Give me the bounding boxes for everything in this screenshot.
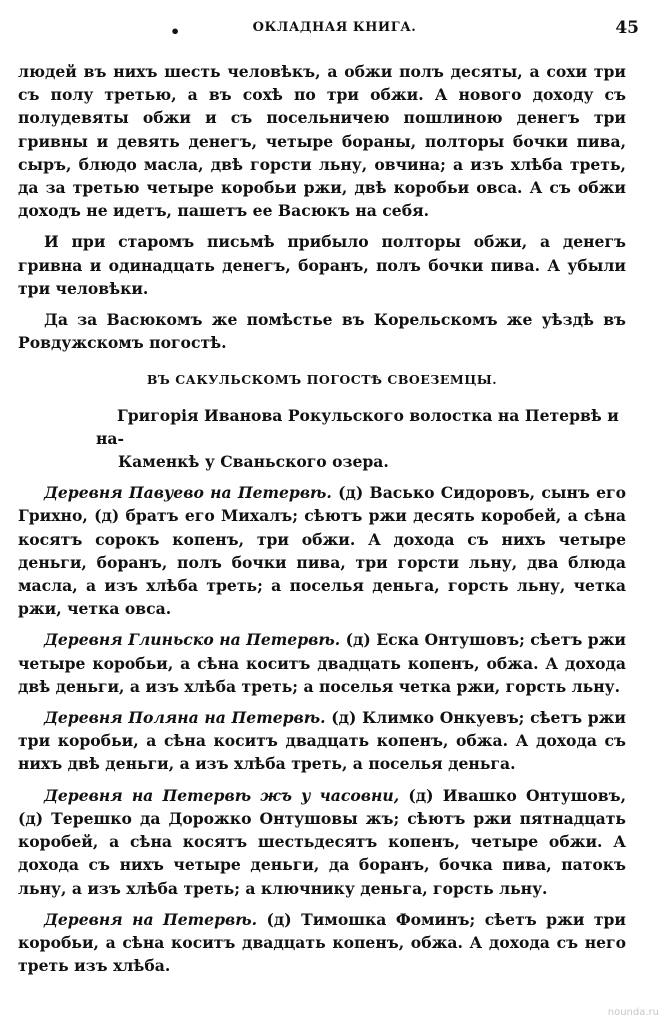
watermark: nounda.ru [607,1007,659,1018]
entry-4-lead: Деревня на Петервѣ жъ у часовни, [44,785,400,805]
entry-2-text: (д) Еска Онтушовъ; сѣетъ ржи четыре коробьи, а сѣна коситъ двадцать копенъ, обжа. А дохода двѣ деньги, а изъ хлѣба треть; а поселья четка ржи, горсть льну. [18,630,627,696]
paragraph-2: И при старомъ письмѣ прибыло полторы обжи, а денегъ гривна и одинадцать денегъ, боранъ, полъ бочки пива. А убыли три человѣки. [18,232,626,298]
entry-3-text: (д) Климко Онкуевъ; сѣетъ ржи три коробьи, а сѣна коситъ двадцать копенъ, обжа. А дохода съ нихъ двѣ деньги, а изъ хлѣба треть, а поселья деньга. [18,708,626,774]
entry-3 [18,706,626,776]
entry-1-text: (д) Васько Сидоровъ, сынъ его Грихно, (д) братъ его Михалъ; сѣютъ ржи десять коробей, а сѣна косятъ сорокъ копенъ, три обжи. А дохода съ нихъ четыре деньги, боранъ, полъ бочки пива, три горсти льну, два блюда масла, а изъ хлѣба треть; а поселья деньга, горсть льну, четка ржи, четка овса. [18,483,626,619]
entry-2 [18,628,626,698]
paragraph-3: Да за Васюкомъ же помѣстье въ Корельскомъ же уѣздѣ въ Ровдужскомъ погостѣ. [18,310,626,353]
header-mark: • [170,22,181,41]
entry-2-lead: Деревня Глиньско на Петервѣ. [44,630,341,650]
entry-1-lead: Деревня Павуево на Петервѣ. [44,483,332,503]
entry-5-text: (д) Тимошка Фоминъ; сѣетъ ржи три коробьи, а сѣна коситъ двадцать копенъ, обжа. А дохода съ него треть изъ хлѣба. [18,909,626,976]
running-header [18,20,651,44]
entry-1 [18,481,626,620]
entry-5 [18,908,626,978]
paragraph-1: людей въ нихъ шесть человѣкъ, а обжи полъ десяты, а сохи три съ полу третью, а въ сохѣ по три обжи. А нового доходу съ полудевяты обжи и съ посельничею пошлиною денегъ три гривны и девять денегъ, четыре бораны, полторы бочки пива, сыръ, блюдо масла, двѣ горсти льну, овчина; а изъ хлѣба треть, да за третью четыре коробьи ржи, двѣ коробьи овса. А съ обжи доходъ не идетъ, пашетъ ее Васюкъ на себя. [18,62,626,221]
page-number: 45 [615,18,639,38]
entry-4 [18,784,626,900]
subheading-line-2: Каменкѣ у Сваньского озера. [118,452,389,472]
header-title: ОКЛАДНАЯ КНИГА. [252,20,417,35]
entry-4-text: (д) Ивашко Онтушовъ, (д) Терешко да Дорожко Онтушовы жъ; сѣютъ ржи пятнадцать коробей, а сѣна косятъ шестьдесятъ копенъ, четыре обжи. А дохода съ нихъ четыре деньги, да боранъ, бочка пива, патокъ льну, а изъ хлѣба треть; а ключнику деньга, горсть льну. [18,785,626,898]
entry-5-lead: Деревня на Петервѣ. [44,909,258,929]
subheading-line-1: Григорія Иванова Рокульского волостка на Петервѣ и на- [96,405,619,448]
section-heading: ВЪ САКУЛЬСКОМЪ ПОГОСТѢ СВОЕЗЕМЦЫ. [146,372,498,388]
page-body [18,60,626,977]
entry-3-lead: Деревня Поляна на Петервѣ. [44,708,326,728]
